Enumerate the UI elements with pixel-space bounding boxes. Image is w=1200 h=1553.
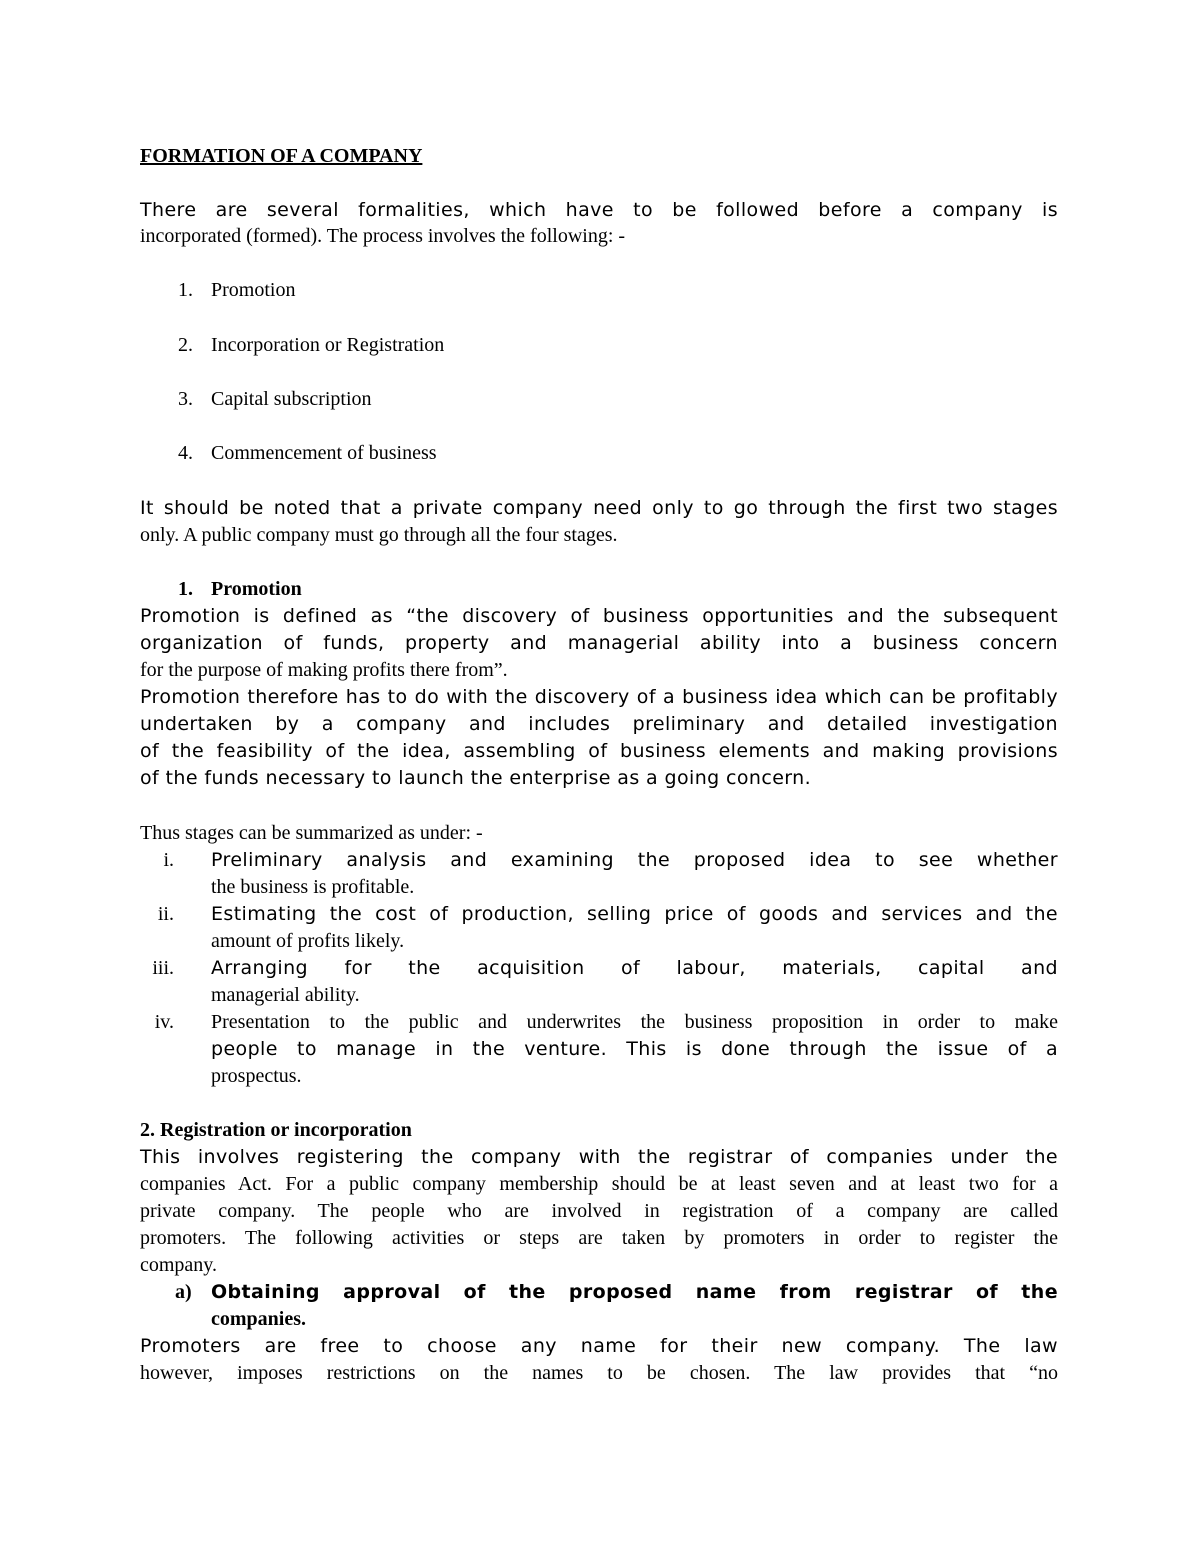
list-item-line: amount of profits likely. (211, 930, 405, 952)
paragraph-line: for the purpose of making profits there from”. (140, 659, 508, 681)
list-item-number: iv. (154, 1011, 174, 1033)
list-item-number: i. (163, 849, 174, 871)
stage-label: Incorporation or Registration (211, 334, 445, 356)
stage-label: Commencement of business (211, 442, 437, 464)
paragraph-line: undertaken by a company and includes preliminary and detailed investigation (140, 713, 1058, 735)
subsection-heading: Obtaining approval of the proposed name from registrar of the (211, 1281, 1058, 1303)
list-item-line: prospectus. (211, 1065, 302, 1087)
subsection-heading: companies. (211, 1308, 306, 1330)
list-item-line: managerial ability. (211, 984, 360, 1006)
stage-number: 2. (178, 334, 193, 356)
list-item-line: Preliminary analysis and examining the proposed idea to see whether (211, 849, 1058, 871)
list-item-line: Estimating the cost of production, selling price of goods and services and the (211, 903, 1058, 925)
paragraph-line: of the funds necessary to launch the enterprise as a going concern. (140, 767, 812, 789)
paragraph-line: Promoters are free to choose any name for their new company. The law (140, 1335, 1058, 1357)
note-line-1: It should be noted that a private company need only to go through the first two stages (140, 497, 1058, 519)
stage-number: 3. (178, 388, 193, 410)
note-line-2: only. A public company must go through all the four stages. (140, 524, 618, 546)
document-title: FORMATION OF A COMPANY (140, 145, 423, 167)
paragraph-line: companies Act. For a public company membership should be at least seven and at least two for a (140, 1173, 1058, 1195)
paragraph-line: Promotion is defined as “the discovery of business opportunities and the subsequent (140, 605, 1058, 627)
list-item-number: iii. (152, 957, 174, 979)
subsection-label: a) (175, 1281, 192, 1303)
stage-label: Promotion (211, 279, 296, 301)
paragraph-line: however, imposes restrictions on the names to be chosen. The law provides that “no (140, 1362, 1058, 1384)
paragraph-line: organization of funds, property and managerial ability into a business concern (140, 632, 1058, 654)
list-item-line: Arranging for the acquisition of labour, materials, capital and (211, 957, 1058, 979)
list-item-line: the business is profitable. (211, 876, 415, 898)
section-heading-registration: 2. Registration or incorporation (140, 1119, 412, 1141)
stage-number: 1. (178, 279, 193, 301)
stage-label: Capital subscription (211, 388, 372, 410)
paragraph-line: This involves registering the company with the registrar of companies under the (140, 1146, 1058, 1168)
list-item-number: ii. (157, 903, 174, 925)
section-heading-promotion: Promotion (211, 578, 302, 600)
list-item-line: Presentation to the public and underwrites the business proposition in order to make (211, 1011, 1058, 1033)
intro-line-2: incorporated (formed). The process involves the following: - (140, 225, 626, 247)
intro-line-1: There are several formalities, which have to be followed before a company is (140, 199, 1058, 221)
list-item-line: people to manage in the venture. This is done through the issue of a (211, 1038, 1058, 1060)
summary-intro: Thus stages can be summarized as under: - (140, 822, 483, 844)
paragraph-line: private company. The people who are involved in registration of a company are called (140, 1200, 1058, 1222)
paragraph-line: of the feasibility of the idea, assembling of business elements and making provisions (140, 740, 1058, 762)
stage-number: 4. (178, 442, 193, 464)
section-number: 1. (178, 578, 193, 600)
paragraph-line: company. (140, 1254, 218, 1276)
paragraph-line: promoters. The following activities or steps are taken by promoters in order to register the (140, 1227, 1058, 1249)
paragraph-line: Promotion therefore has to do with the discovery of a business idea which can be profitably (140, 686, 1058, 708)
